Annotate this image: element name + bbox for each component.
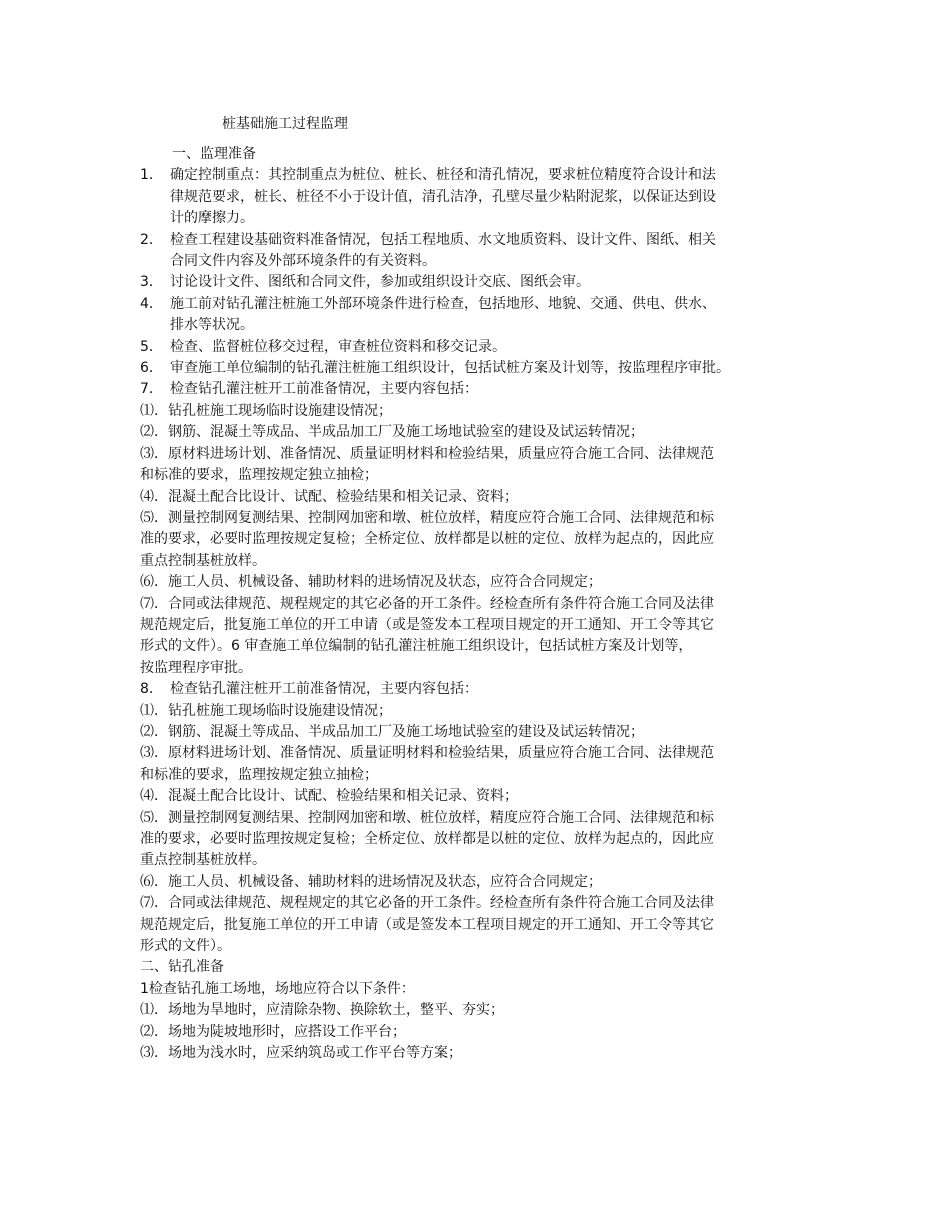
- document-body: [140, 112, 812, 1064]
- text-line: ⑶．原材料进场计划、准备情况、质量证明材料和检验结果，质量应符合施工合同、法律规范: [140, 745, 714, 762]
- text-line: 重点控制基桩放样。: [140, 852, 266, 869]
- text-line: 和标准的要求，监理按规定独立抽检；: [140, 467, 378, 484]
- numbered-list: [140, 165, 812, 400]
- list-item-1: [140, 165, 812, 229]
- text-line: ⑺．合同或法律规范、规程规定的其它必备的开工条件。经检查所有条件符合施工合同及法律: [140, 895, 714, 912]
- item-number: 8．: [140, 681, 163, 698]
- text-line: ⑵．钢筋、混凝土等成品、半成品加工厂及施工场地试验室的建设及试运转情况；: [140, 424, 644, 441]
- item-number: 1．: [140, 167, 163, 184]
- sub-list-b: [140, 701, 812, 958]
- text-line: ⑵．场地为陡坡地形时，应搭设工作平台；: [140, 1023, 406, 1040]
- text-line: ⑶．原材料进场计划、准备情况、质量证明材料和检验结果，质量应符合施工合同、法律规范: [140, 445, 714, 462]
- text-line: 合同文件内容及外部环境条件的有关资料。: [170, 253, 436, 270]
- text-line: 讨论设计文件、图纸和合同文件，参加或组织设计交底、图纸会审。: [170, 274, 590, 291]
- text-line: ⑷．混凝土配合比设计、试配、检验结果和相关记录、资料；: [140, 788, 518, 805]
- text-line: 重点控制基桩放样。: [140, 552, 266, 569]
- section-heading-supervision-prep: 一、监理准备: [172, 146, 256, 162]
- text-line: ⑹．施工人员、机械设备、辅助材料的进场情况及状态，应符合合同规定；: [140, 873, 602, 890]
- text-line: ⑴．场地为旱地时，应清除杂物、换除软土，整平、夯实；: [140, 1002, 504, 1019]
- item-text: [170, 230, 812, 273]
- text-line: 形式的文件）。6 审查施工单位编制的钻孔灌注桩施工组织设计，包括试桩方案及计划等，: [140, 638, 693, 655]
- text-line: 审查施工单位编制的钻孔灌注桩施工组织设计，包括试桩方案及计划等，按监理程序审批。: [170, 360, 730, 377]
- text-line: 检查工程建设基础资料准备情况，包括工程地质、水文地质资料、设计文件、图纸、相关: [170, 231, 716, 248]
- text-line: ⑸．测量控制网复测结果、控制网加密和墩、桩位放样，精度应符合施工合同、法律规范和标: [140, 509, 714, 526]
- list-item-3: [140, 272, 812, 293]
- text-line: 和标准的要求，监理按规定独立抽检；: [140, 766, 378, 783]
- item-number: 3．: [140, 274, 163, 291]
- item-text: [170, 337, 812, 358]
- item-number: 4．: [140, 295, 163, 312]
- list-item-7: [140, 379, 812, 400]
- text-line: 计的摩擦力。: [170, 210, 254, 227]
- text-line: ⑴．钻孔桩施工现场临时设施建设情况；: [140, 702, 392, 719]
- text-line: 检查钻孔灌注桩开工前准备情况，主要内容包括：: [170, 381, 478, 398]
- text-line: 准的要求，必要时监理按规定复检；全桥定位、放样都是以桩的定位、放样为起点的，因此应: [140, 831, 714, 847]
- item-text: [170, 294, 812, 337]
- item-number: 2．: [140, 231, 163, 248]
- text-line: ⑵．钢筋、混凝土等成品、半成品加工厂及施工场地试验室的建设及试运转情况；: [140, 723, 644, 740]
- text-line: ⑷．混凝土配合比设计、试配、检验结果和相关记录、资料；: [140, 488, 518, 505]
- text-line: ⑹．施工人员、机械设备、辅助材料的进场情况及状态，应符合合同规定；: [140, 574, 602, 591]
- text-line: 排水等状况。: [170, 317, 254, 334]
- text-line: 施工前对钻孔灌注桩施工外部环境条件进行检查，包括地形、地貌、交通、供电、供水、: [170, 295, 716, 312]
- text-line: 律规范要求，桩长、桩径不小于设计值，清孔洁净，孔壁尽量少粘附泥浆，以保证达到设: [170, 188, 716, 205]
- text-line: 形式的文件）。: [140, 938, 231, 955]
- item-number: 6．: [140, 360, 163, 377]
- item-text: 检查钻孔灌注桩开工前准备情况，主要内容包括：: [170, 681, 478, 698]
- text-line: 规范规定后，批复施工单位的开工申请（或是签发本工程项目规定的开工通知、开工令等其它: [140, 616, 714, 633]
- text-line: ⑶．场地为浅水时，应采纳筑岛或工作平台等方案；: [140, 1045, 462, 1062]
- section-2-body: [140, 979, 812, 1065]
- section-heading-drilling-prep: 二、钻孔准备: [140, 959, 224, 976]
- text-line: 准的要求，必要时监理按规定复检；全桥定位、放样都是以桩的定位、放样为起点的，因此应: [140, 531, 714, 548]
- list-item-4: [140, 294, 812, 337]
- list-item-2: [140, 230, 812, 273]
- text-line: 1检查钻孔施工场地，场地应符合以下条件：: [140, 980, 415, 997]
- text-line: 按监理程序审批。: [140, 659, 252, 676]
- text-line: ⑴．钻孔桩施工现场临时设施建设情况；: [140, 402, 392, 419]
- item-text: [170, 379, 812, 400]
- item-number: 7．: [140, 381, 163, 398]
- item-text: [170, 358, 812, 379]
- item-text: [170, 165, 812, 229]
- text-line: ⑸．测量控制网复测结果、控制网加密和墩、桩位放样，精度应符合施工合同、法律规范和标: [140, 809, 714, 826]
- list-item-6: [140, 358, 812, 379]
- text-line: 检查、监督桩位移交过程，审查桩位资料和移交记录。: [170, 338, 506, 355]
- text-line: 规范规定后，批复施工单位的开工申请（或是签发本工程项目规定的开工通知、开工令等其它: [140, 916, 714, 933]
- text-line: ⑺．合同或法律规范、规程规定的其它必备的开工条件。经检查所有条件符合施工合同及法律: [140, 595, 714, 612]
- list-item-8: [140, 679, 812, 700]
- item-number: 5．: [140, 338, 163, 355]
- list-item-5: [140, 337, 812, 358]
- sub-list-a: [140, 401, 812, 679]
- item-text: [170, 272, 812, 293]
- text-line: 确定控制重点：其控制重点为桩位、桩长、桩径和清孔情况，要求桩位精度符合设计和法: [170, 167, 716, 184]
- document-title: 桩基础施工过程监理: [222, 116, 348, 132]
